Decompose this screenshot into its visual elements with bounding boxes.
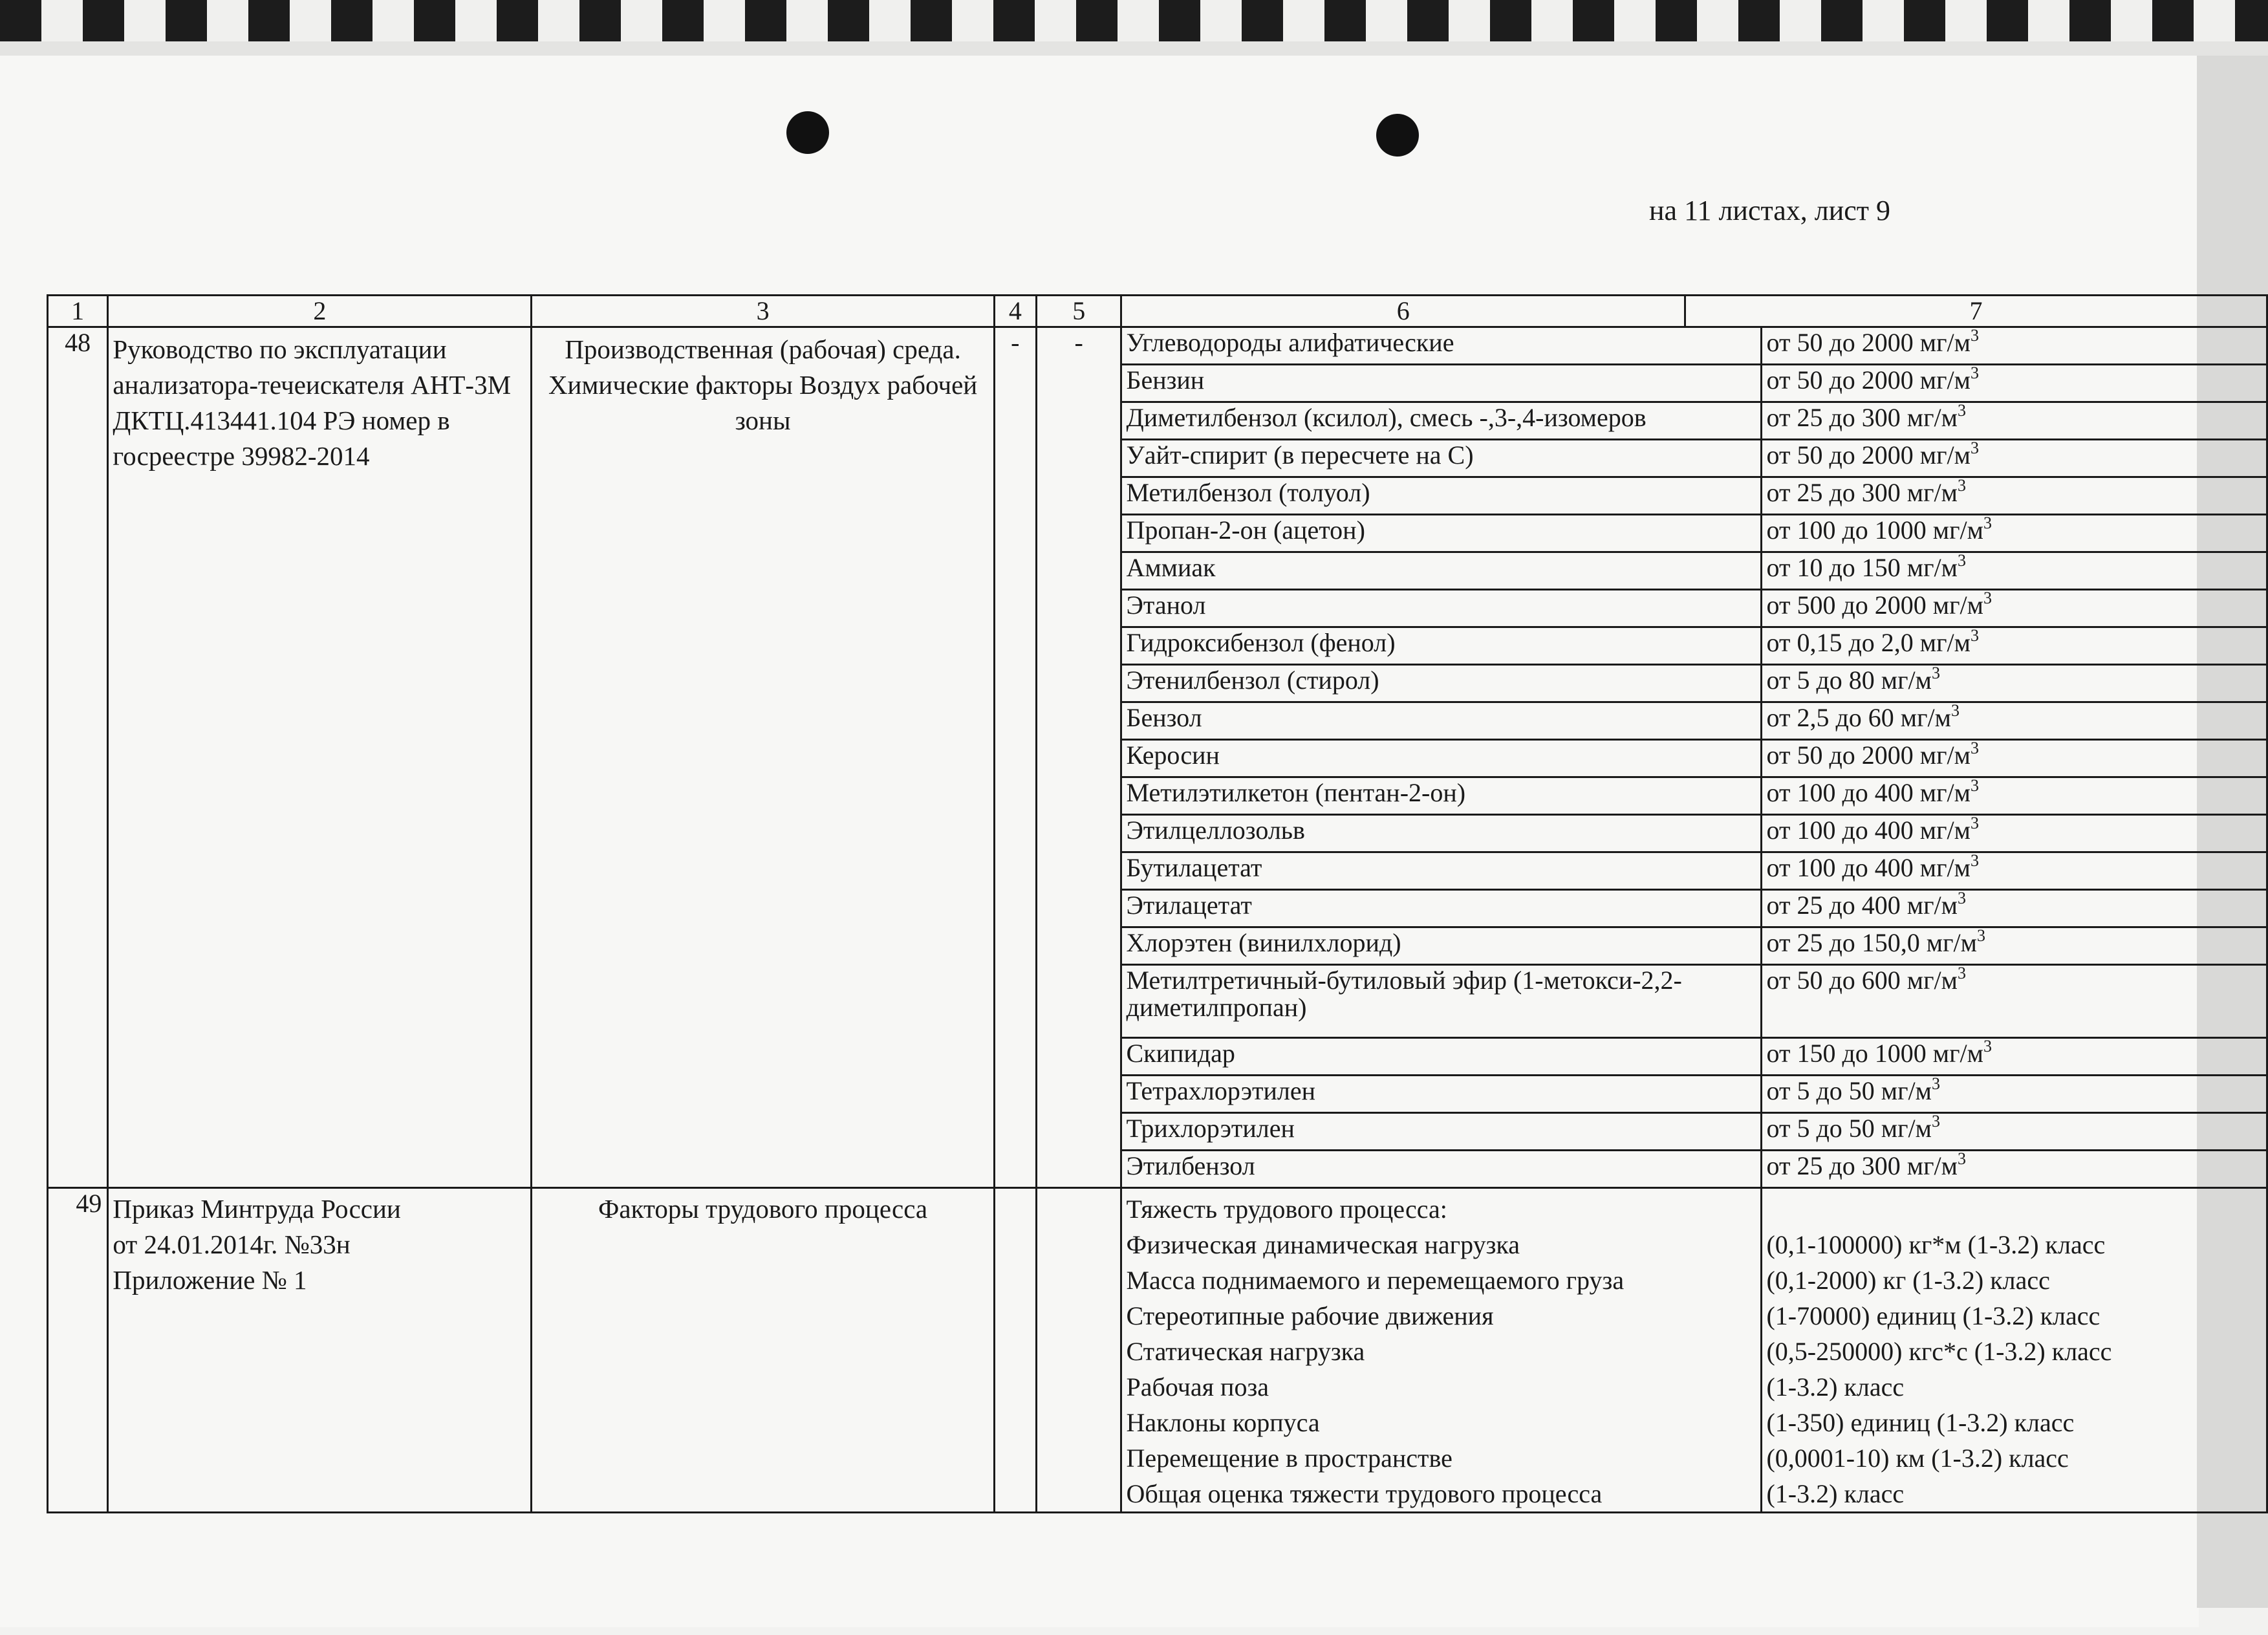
header-col-5-6-7 xyxy=(1036,296,1685,327)
measurement-range xyxy=(1762,365,2266,402)
col5-cell xyxy=(1037,1113,1121,1151)
factor-name: Бутилацетат xyxy=(1121,852,1762,890)
factor-name: Трихлорэтилен xyxy=(1121,1113,1762,1151)
unit-exponent: 3 xyxy=(1957,552,1966,570)
binding-shadow xyxy=(0,41,2268,56)
range-text: от 100 до 400 мг/м xyxy=(1766,853,1971,882)
spiral-binding xyxy=(0,0,2268,41)
list-item xyxy=(1037,740,2266,777)
range-text: от 2,5 до 60 мг/м xyxy=(1766,703,1951,732)
row-number: 49 xyxy=(48,1188,108,1513)
factor-name: Тетрахлорэтилен xyxy=(1121,1076,1762,1113)
factor-name: Этенилбензол (стирол) xyxy=(1121,665,1762,702)
col5-cell xyxy=(1037,627,1121,665)
measurement-range xyxy=(1762,1113,2266,1151)
factor-name: Керосин xyxy=(1121,740,1762,777)
unit-exponent: 3 xyxy=(1970,777,1979,795)
list-item xyxy=(1037,590,2266,627)
labor-heading: Тяжесть трудового процесса: xyxy=(1126,1195,1447,1224)
col5-cell xyxy=(1037,1151,1121,1187)
range-text: от 500 до 2000 мг/м xyxy=(1766,590,1983,620)
col5-cell xyxy=(1037,515,1121,552)
factor-name: Диметилбензол (ксилол), смесь -,3-,4-изомеров xyxy=(1121,402,1762,440)
col5-cell xyxy=(1037,927,1121,965)
list-item xyxy=(1037,965,2266,1038)
labor-heading-spacer xyxy=(1766,1191,2262,1227)
range-text: от 100 до 400 мг/м xyxy=(1766,778,1971,807)
factor-name: Скипидар xyxy=(1121,1038,1762,1076)
header-col-6: 6 xyxy=(1396,296,1410,325)
unit-exponent: 3 xyxy=(1957,964,1966,982)
range-text: от 25 до 150,0 мг/м xyxy=(1766,928,1977,957)
punch-hole-left xyxy=(786,111,829,154)
col4-value: - xyxy=(994,327,1036,1188)
header-col-2: 2 xyxy=(108,296,532,327)
labor-factor-range: (0,0001-10) км (1-3.2) класс xyxy=(1766,1444,2069,1473)
list-item xyxy=(1037,702,2266,740)
list-item xyxy=(1037,402,2266,440)
factor-name: Метилэтилкетон (пентан-2-он) xyxy=(1121,777,1762,815)
doc-line: от 24.01.2014г. №33н xyxy=(113,1229,351,1259)
measurement-range xyxy=(1762,590,2266,627)
measurement-range xyxy=(1762,515,2266,552)
measurement-range xyxy=(1762,852,2266,890)
measurement-range xyxy=(1762,627,2266,665)
factor-name: Гидроксибензол (фенол) xyxy=(1121,627,1762,665)
unit-exponent: 3 xyxy=(1970,739,1979,757)
labor-factors-list xyxy=(1037,1189,2266,1511)
chemical-factors-list xyxy=(1037,328,2266,1187)
col5-cell xyxy=(1037,890,1121,927)
col4-empty xyxy=(994,1188,1036,1513)
col5-cell xyxy=(1037,477,1121,515)
measurement-range xyxy=(1762,552,2266,590)
header-col-7: 7 xyxy=(1685,296,2267,327)
header-row xyxy=(48,296,2267,327)
factor-name: Этилбензол xyxy=(1121,1151,1762,1187)
measurement-range xyxy=(1762,1151,2266,1187)
labor-factor-name: Масса поднимаемого и перемещаемого груза xyxy=(1126,1266,1625,1295)
measurement-range xyxy=(1762,477,2266,515)
col5-cell xyxy=(1037,852,1121,890)
factor-name: Бензол xyxy=(1121,702,1762,740)
unit-exponent: 3 xyxy=(1957,889,1966,907)
col5-cell: - xyxy=(1037,328,1121,365)
list-item xyxy=(1037,890,2266,927)
labor-factor-range: (1-70000) единиц (1-3.2) класс xyxy=(1766,1301,2101,1330)
list-item xyxy=(1037,328,2266,365)
factor-name: Метилтретичный-бутиловый эфир (1-метокси-2,2-диметилпропан) xyxy=(1121,965,1762,1038)
list-item xyxy=(1037,665,2266,702)
unit-exponent: 3 xyxy=(1950,702,1960,720)
list-item xyxy=(1037,777,2266,815)
labor-factor-name: Рабочая поза xyxy=(1126,1372,1269,1402)
range-text: от 25 до 300 мг/м xyxy=(1766,478,1958,507)
col5-cell xyxy=(1037,965,1121,1038)
measurement-range xyxy=(1762,665,2266,702)
measurement-range xyxy=(1762,890,2266,927)
col5-cell xyxy=(1037,1076,1121,1113)
labor-factor-ranges xyxy=(1762,1189,2266,1511)
measurement-range xyxy=(1762,440,2266,477)
col5-cell xyxy=(1037,777,1121,815)
labor-factor-range: (1-350) единиц (1-3.2) класс xyxy=(1766,1408,2075,1437)
labor-factor-name: Физическая динамическая нагрузка xyxy=(1126,1230,1520,1259)
range-text: от 25 до 400 мг/м xyxy=(1766,891,1958,920)
col5-cell xyxy=(1037,402,1121,440)
col5-cell xyxy=(1037,440,1121,477)
col5-cell xyxy=(1037,590,1121,627)
list-item xyxy=(1037,927,2266,965)
row-number: 48 xyxy=(48,327,108,1188)
unit-exponent: 3 xyxy=(1931,1075,1940,1093)
factor-name: Метилбензол (толуол) xyxy=(1121,477,1762,515)
list-item xyxy=(1037,627,2266,665)
table-row-48 xyxy=(48,327,2267,1188)
measurement-range xyxy=(1762,815,2266,852)
col5-empty xyxy=(1037,1189,1121,1511)
range-text: от 100 до 1000 мг/м xyxy=(1766,515,1983,545)
method-document: Руководство по эксплуатации анализатора-течеискателя АНТ-3М ДКТЦ.413441.104 РЭ номер в госреестре 39982-2014 xyxy=(108,327,532,1188)
unit-exponent: 3 xyxy=(1931,1112,1940,1131)
range-text: от 150 до 1000 мг/м xyxy=(1766,1039,1983,1068)
unit-exponent: 3 xyxy=(1976,927,1985,945)
header-col-3: 3 xyxy=(532,296,994,327)
range-text: от 50 до 2000 мг/м xyxy=(1766,365,1971,395)
characteristics-block xyxy=(1036,1188,2267,1513)
unit-exponent: 3 xyxy=(1983,514,1992,532)
range-text: от 25 до 300 мг/м xyxy=(1766,1151,1958,1180)
measurement-range xyxy=(1762,702,2266,740)
range-text: от 50 до 2000 мг/м xyxy=(1766,741,1971,770)
range-text: от 50 до 2000 мг/м xyxy=(1766,440,1971,470)
measurement-range xyxy=(1762,740,2266,777)
punch-hole-right xyxy=(1376,114,1419,157)
list-item xyxy=(1037,552,2266,590)
test-object: Факторы трудового процесса xyxy=(532,1188,994,1513)
labor-factor-names xyxy=(1121,1189,1762,1511)
measurement-range xyxy=(1762,1038,2266,1076)
labor-factor-range: (0,5-250000) кгс*с (1-3.2) класс xyxy=(1766,1337,2112,1366)
test-object: Производственная (рабочая) среда. Химические факторы Воздух рабочей зоны xyxy=(532,327,994,1188)
factor-name: Хлорэтен (винилхлорид) xyxy=(1121,927,1762,965)
range-text: от 5 до 50 мг/м xyxy=(1766,1114,1932,1143)
unit-exponent: 3 xyxy=(1970,814,1979,832)
list-item xyxy=(1037,440,2266,477)
col5-cell xyxy=(1037,552,1121,590)
factor-name: Этанол xyxy=(1121,590,1762,627)
method-document xyxy=(108,1188,532,1513)
range-text: от 5 до 50 мг/м xyxy=(1766,1076,1932,1105)
list-item xyxy=(1037,1113,2266,1151)
unit-exponent: 3 xyxy=(1957,1150,1966,1168)
list-item xyxy=(1037,1038,2266,1076)
col5-cell xyxy=(1037,365,1121,402)
range-text: от 0,15 до 2,0 мг/м xyxy=(1766,628,1971,657)
list-item xyxy=(1037,477,2266,515)
accreditation-table xyxy=(47,294,2268,1513)
factor-name: Пропан-2-он (ацетон) xyxy=(1121,515,1762,552)
unit-exponent: 3 xyxy=(1970,852,1979,870)
factor-name: Этилацетат xyxy=(1121,890,1762,927)
list-item xyxy=(1037,815,2266,852)
unit-exponent: 3 xyxy=(1957,402,1966,420)
header-col-5: 5 xyxy=(1037,296,1121,326)
measurement-range xyxy=(1762,328,2266,365)
unit-exponent: 3 xyxy=(1957,477,1966,495)
unit-exponent: 3 xyxy=(1931,664,1940,682)
list-item xyxy=(1037,852,2266,890)
unit-exponent: 3 xyxy=(1970,364,1979,382)
measurement-range xyxy=(1762,1076,2266,1113)
labor-factor-name: Общая оценка тяжести трудового процесса xyxy=(1126,1479,1603,1508)
factor-name: Уайт-спирит (в пересчете на С) xyxy=(1121,440,1762,477)
range-text: от 10 до 150 мг/м xyxy=(1766,553,1958,582)
range-text: от 50 до 2000 мг/м xyxy=(1766,328,1971,357)
measurement-range xyxy=(1762,777,2266,815)
list-item xyxy=(1037,1076,2266,1113)
labor-factor-name: Статическая нагрузка xyxy=(1126,1337,1365,1366)
col5-cell xyxy=(1037,815,1121,852)
header-col-4: 4 xyxy=(994,296,1036,327)
measurement-range xyxy=(1762,402,2266,440)
col5-cell xyxy=(1037,702,1121,740)
range-text: от 25 до 300 мг/м xyxy=(1766,403,1958,432)
list-item xyxy=(1037,1151,2266,1187)
range-text: от 5 до 80 мг/м xyxy=(1766,666,1932,695)
unit-exponent: 3 xyxy=(1970,439,1979,457)
unit-exponent: 3 xyxy=(1970,328,1979,345)
labor-factor-name: Стереотипные рабочие движения xyxy=(1126,1301,1494,1330)
range-text: от 50 до 600 мг/м xyxy=(1766,966,1958,995)
header-col-1: 1 xyxy=(48,296,108,327)
range-text: от 100 до 400 мг/м xyxy=(1766,816,1971,845)
unit-exponent: 3 xyxy=(1983,1037,1992,1056)
sheet-counter: на 11 листах, лист 9 xyxy=(1649,195,1891,226)
measurement-range xyxy=(1762,927,2266,965)
list-item xyxy=(1037,515,2266,552)
labor-factor-range: (1-3.2) класс xyxy=(1766,1479,1905,1508)
doc-line: Приказ Минтруда России xyxy=(113,1194,401,1224)
unit-exponent: 3 xyxy=(1983,589,1992,607)
col5-cell xyxy=(1037,740,1121,777)
characteristics-block xyxy=(1036,327,2267,1188)
labor-factor-range: (0,1-100000) кг*м (1-3.2) класс xyxy=(1766,1230,2106,1259)
labor-factor-name: Наклоны корпуса xyxy=(1126,1408,1320,1437)
factor-name: Этилцеллозольв xyxy=(1121,815,1762,852)
list-item xyxy=(1037,365,2266,402)
table-row-49 xyxy=(48,1188,2267,1513)
factor-name: Аммиак xyxy=(1121,552,1762,590)
col5-cell xyxy=(1037,1038,1121,1076)
factor-name: Бензин xyxy=(1121,365,1762,402)
doc-line: Приложение № 1 xyxy=(113,1265,307,1295)
factor-name: Углеводороды алифатические xyxy=(1121,328,1762,365)
labor-factor-name: Перемещение в пространстве xyxy=(1126,1444,1453,1473)
col5-cell xyxy=(1037,665,1121,702)
labor-factor-range: (0,1-2000) кг (1-3.2) класс xyxy=(1766,1266,2050,1295)
unit-exponent: 3 xyxy=(1970,627,1979,645)
measurement-range xyxy=(1762,965,2266,1038)
labor-factor-range: (1-3.2) класс xyxy=(1766,1372,1905,1402)
